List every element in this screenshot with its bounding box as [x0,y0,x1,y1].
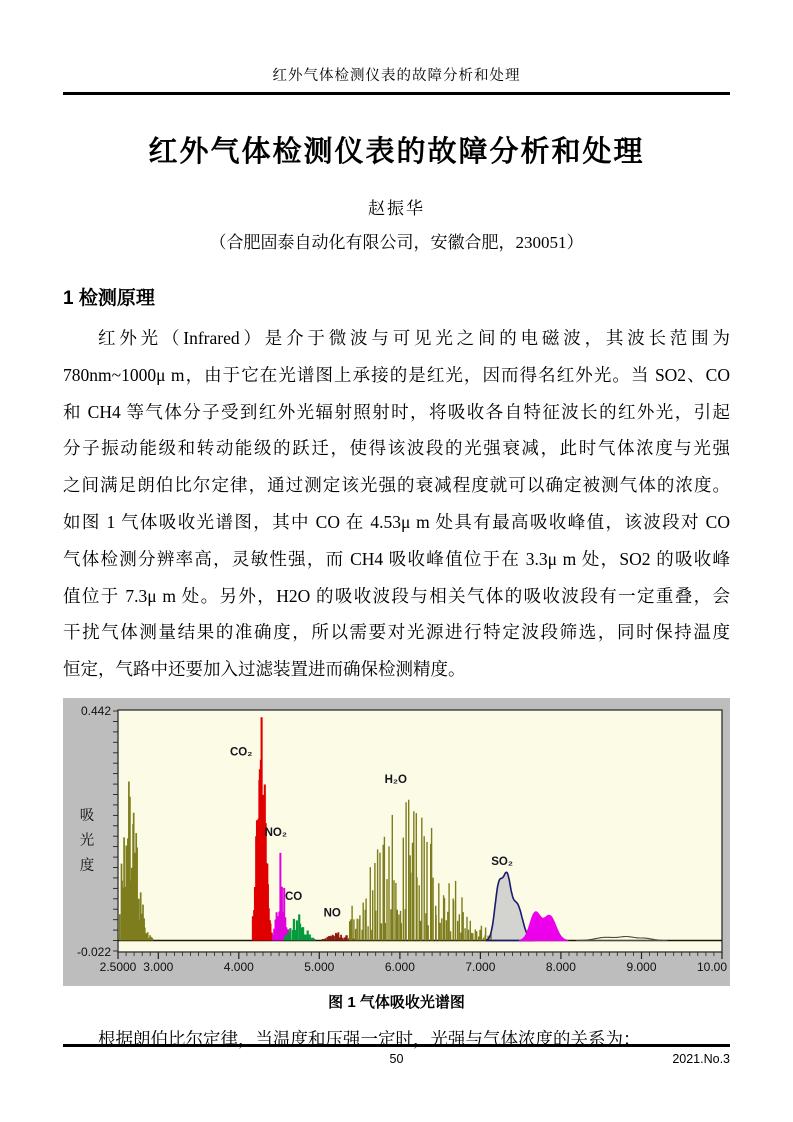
paragraph-line: 之间满足朗伯比尔定律，通过测定该光强的衰减程度就可以确定被测气体的浓度。 [63,475,730,496]
paper-title: 红外气体检测仪表的故障分析和处理 [148,136,645,168]
paragraph-line: 780nm~1000μ m，由于它在光谱图上承接的是红光，因而得名红外光。当 SO2、CO [63,364,730,385]
header-rule [63,92,730,95]
paragraph-2: 根据朗伯比尔定律，当温度和压强一定时，光强与气体浓度的关系为： [98,1028,641,1049]
figure-1-caption: 图 1 气体吸收光谱图 [328,993,465,1011]
svg-text:5.000: 5.000 [304,959,335,974]
svg-text:CO₂: CO₂ [230,746,253,759]
paragraph-line: 值位于 7.3μ m 处。另外，H2O 的吸收波段与相关气体的吸收波段有一定重叠，会 [63,585,730,606]
svg-text:度: 度 [79,857,95,874]
svg-text:NO₂: NO₂ [264,827,287,840]
footer-rule [63,1044,730,1047]
paragraph-line: 和 CH4 等气体分子受到红外光辐射照射时，将吸收各自特征波长的红外光，引起 [63,401,730,422]
paragraph-line: 气体检测分辨率高，灵敏性强，而 CH4 吸收峰值位于在 3.3μ m 处，SO2 的吸收峰 [63,548,730,569]
paragraph-line: 红外光（Infrared）是介于微波与可见光之间的电磁波，其波长范围为 [98,328,730,348]
svg-text:光: 光 [79,832,95,849]
svg-text:8.000: 8.000 [545,959,576,974]
svg-text:2.5000: 2.5000 [99,959,137,974]
paragraph-line: 干扰气体测量结果的准确度，所以需要对光源进行特定波段筛选，同时保持温度 [63,622,730,643]
svg-text:0.442: 0.442 [80,703,111,718]
paragraph-1 [63,320,730,688]
issue-number: 2021.No.3 [672,1052,730,1066]
svg-text:7.000: 7.000 [465,959,496,974]
svg-text:9.000: 9.000 [626,959,657,974]
svg-text:10.00: 10.00 [696,959,727,974]
paragraph-line: 如图 1 气体吸收光谱图，其中 CO 在 4.53μ m 处具有最高吸收峰值，该波段对 CO [63,511,730,532]
svg-text:SO₂: SO₂ [491,855,513,868]
svg-text:4.000: 4.000 [223,959,254,974]
author-affiliation: （合肥固泰自动化有限公司，安徽合肥，230051） [209,233,584,252]
paragraph-line: 恒定，气路中还要加入过滤装置进而确保检测精度。 [63,659,466,680]
author-name: 赵振华 [368,199,425,218]
svg-text:6.000: 6.000 [384,959,415,974]
spectrum-plot [63,698,730,986]
running-header: 红外气体检测仪表的故障分析和处理 [272,68,521,84]
page-number: 50 [389,1052,404,1066]
section-heading-1: 1 检测原理 [63,288,155,309]
paragraph-line: 分子振动能级和转动能级的跃迁，使得该波段的光强衰减，此时气体浓度与光强 [63,438,730,459]
svg-text:-0.022: -0.022 [76,944,111,959]
svg-text:吸: 吸 [79,807,95,824]
svg-text:NO: NO [323,907,341,920]
svg-text:CO: CO [284,890,303,903]
absorption-spectrum-chart [63,698,730,986]
svg-text:3.000: 3.000 [143,959,174,974]
svg-text:H₂O: H₂O [384,773,407,786]
